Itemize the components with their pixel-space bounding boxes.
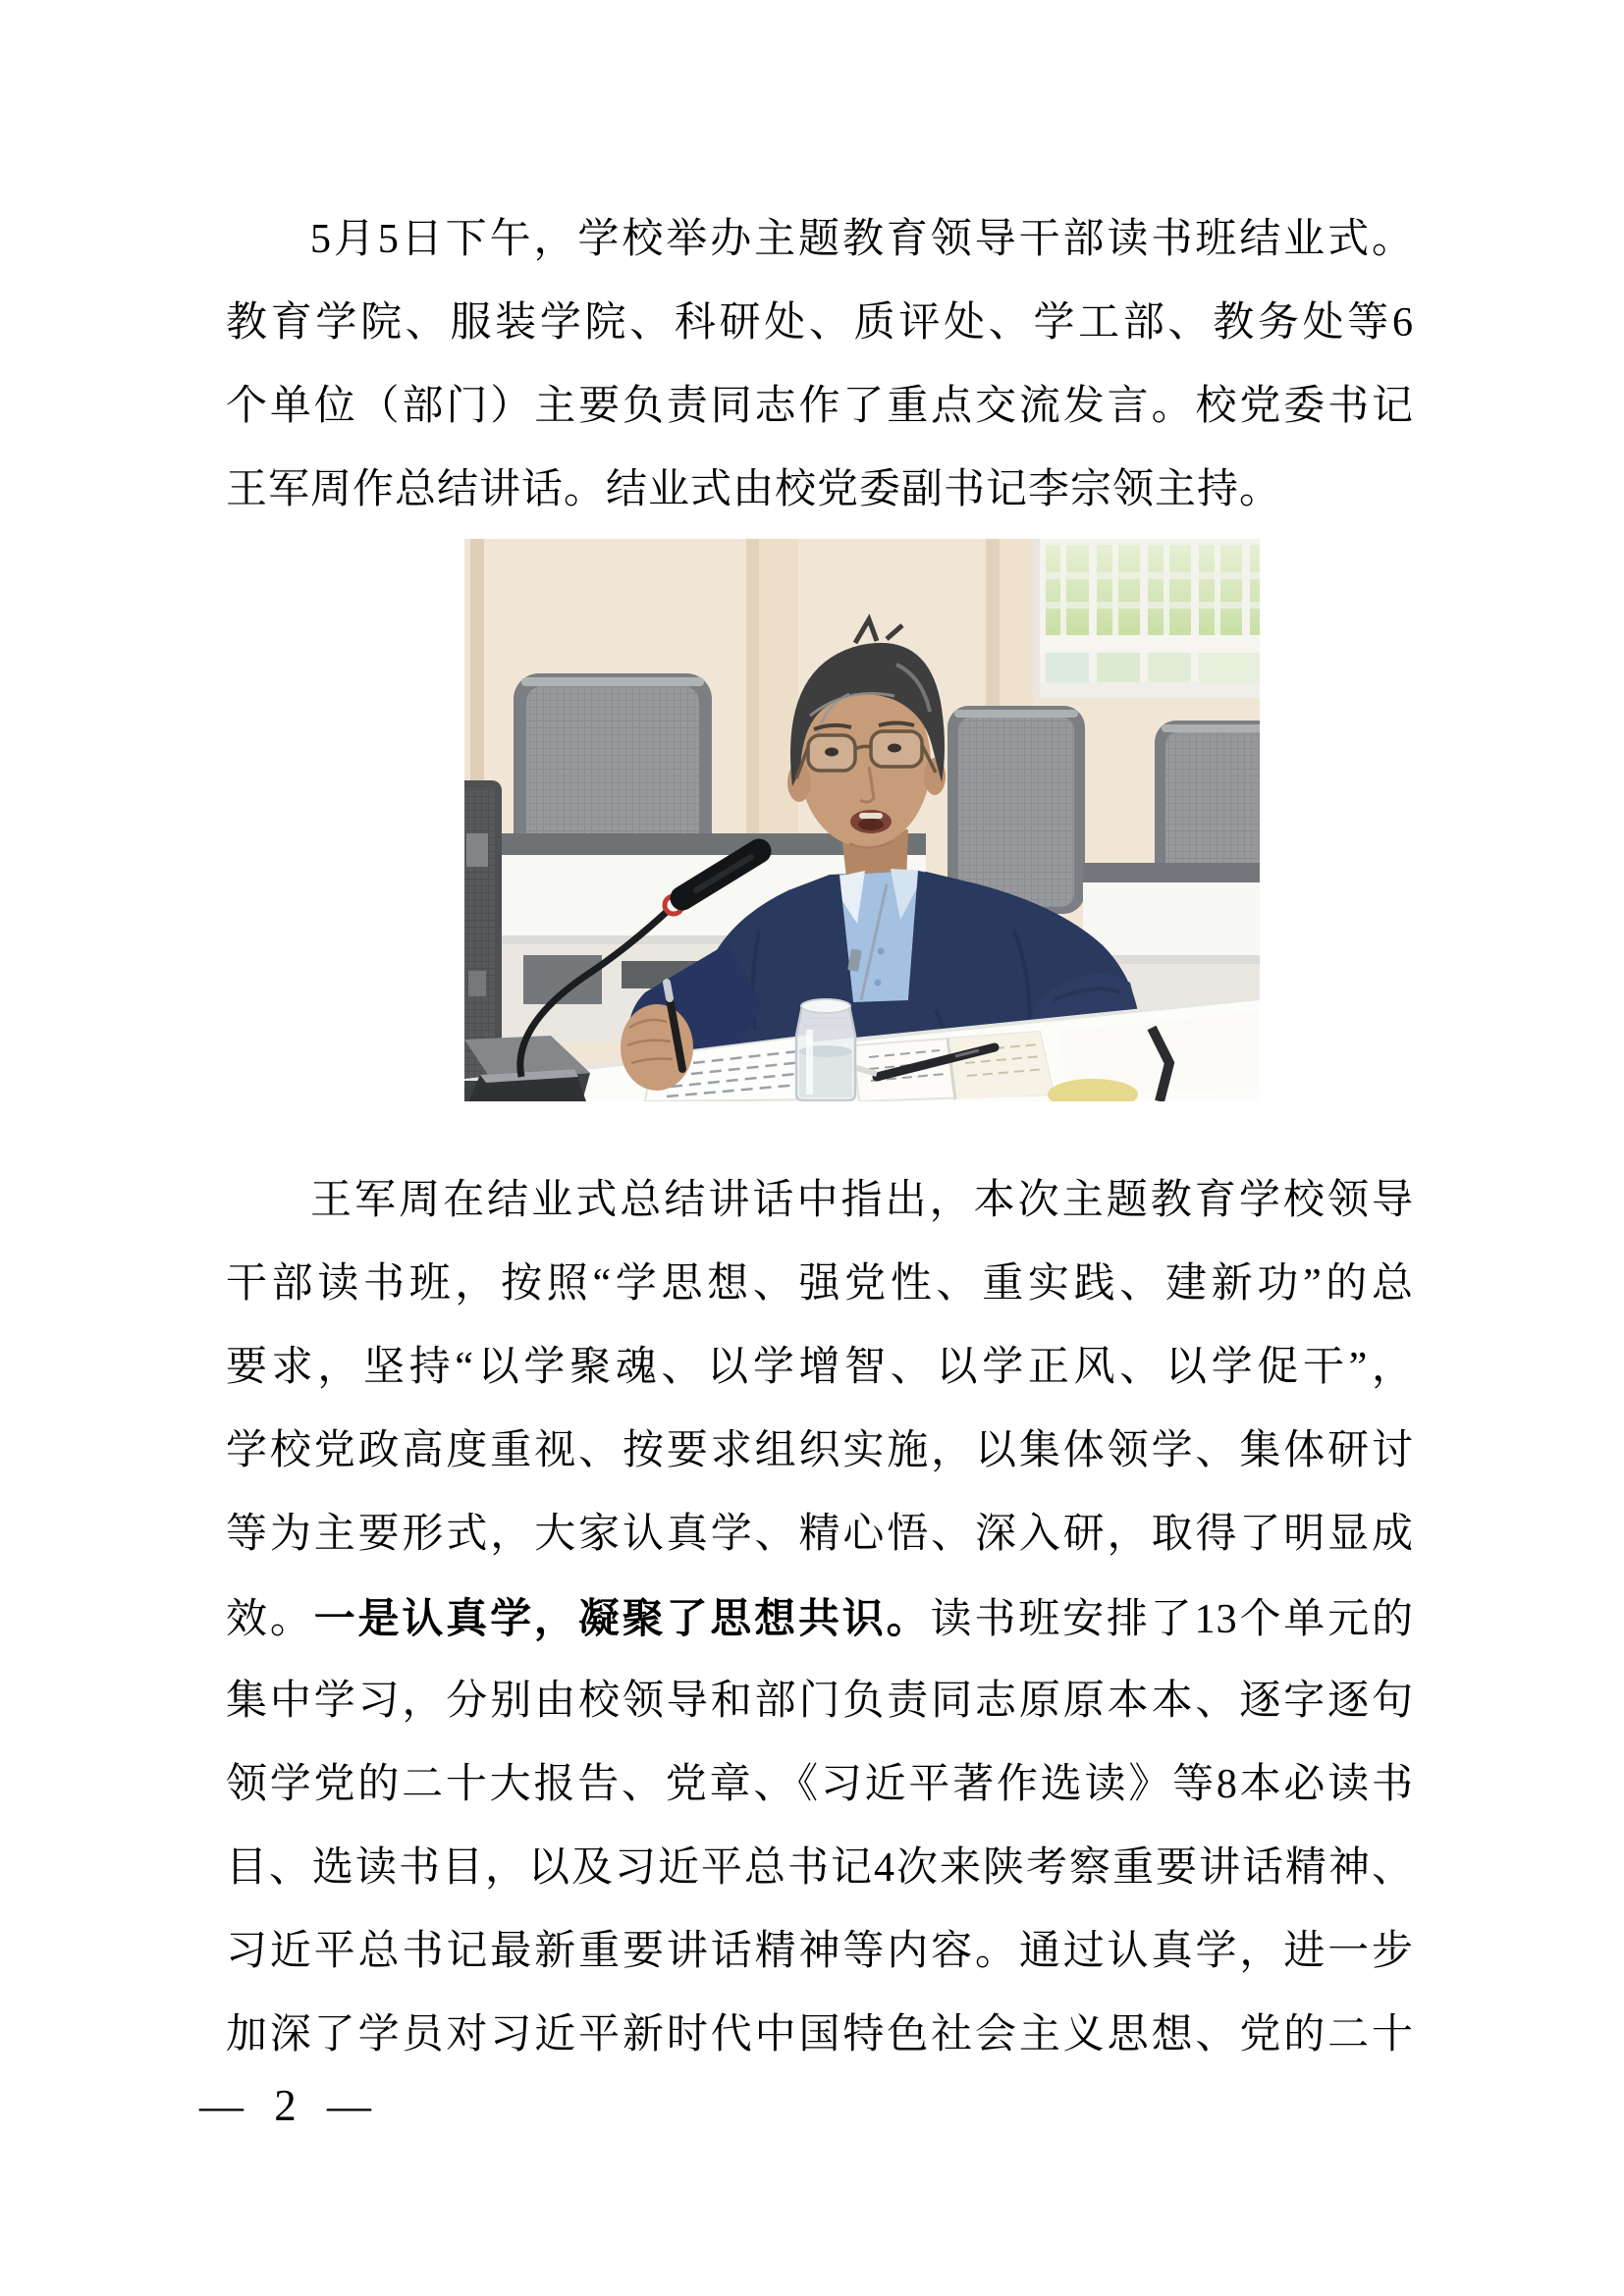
text-line: 王军周在结业式总结讲话中指出，本次主题教育学校领导 — [310, 1178, 1414, 1223]
text-line: 干部读书班，按照“学思想、强党性、重实践、建新功”的总 — [226, 1261, 1414, 1307]
text-line: 个单位（部门）主要负责同志作了重点交流发言。校党委书记 — [226, 384, 1414, 429]
meeting-photo — [464, 539, 1260, 1101]
bold-text-segment: 一是认真学，凝聚了思想共识。 — [313, 1595, 931, 1641]
text-segment: 效。 — [226, 1597, 314, 1642]
text-line: 要求，坚持“以学聚魂、以学增智、以学正风、以学促干”， — [226, 1345, 1414, 1390]
text-segment: 读书班安排了13个单元的 — [930, 1597, 1414, 1642]
meeting-photo-illustration — [464, 539, 1260, 1101]
text-line: 加深了学员对习近平新时代中国特色社会主义思想、党的二十 — [226, 2012, 1414, 2057]
text-line: 集中学习，分别由校领导和部门负责同志原原本本、逐字逐句 — [226, 1679, 1414, 1724]
text-line: 5月5日下午，学校举办主题教育领导干部读书班结业式。 — [310, 217, 1414, 262]
text-line: 等为主要形式，大家认真学、精心悟、深入研，取得了明显成 — [226, 1512, 1414, 1557]
paragraph-2 — [226, 1159, 1414, 2077]
window — [1033, 539, 1260, 698]
paragraph-1 — [226, 198, 1414, 532]
text-line: 教育学院、服装学院、科研处、质评处、学工部、教务处等6 — [226, 300, 1414, 346]
page-number: — 2 — — [199, 2081, 373, 2130]
text-line-with-bold — [226, 1576, 1414, 1660]
text-line: 目、选读书目，以及习近平总书记4次来陕考察重要讲话精神、 — [226, 1845, 1414, 1891]
text-line: 领学党的二十大报告、党章、《习近平著作选读》等8本必读书 — [226, 1762, 1414, 1807]
water-bottle — [796, 999, 855, 1100]
text-line: 王军周作总结讲话。结业式由校党委副书记李宗领主持。 — [226, 467, 1282, 512]
text-line: 学校党政高度重视、按要求组织实施，以集体领学、集体研讨 — [226, 1428, 1414, 1473]
text-line: 习近平总书记最新重要讲话精神等内容。通过认真学，进一步 — [226, 1929, 1414, 1974]
